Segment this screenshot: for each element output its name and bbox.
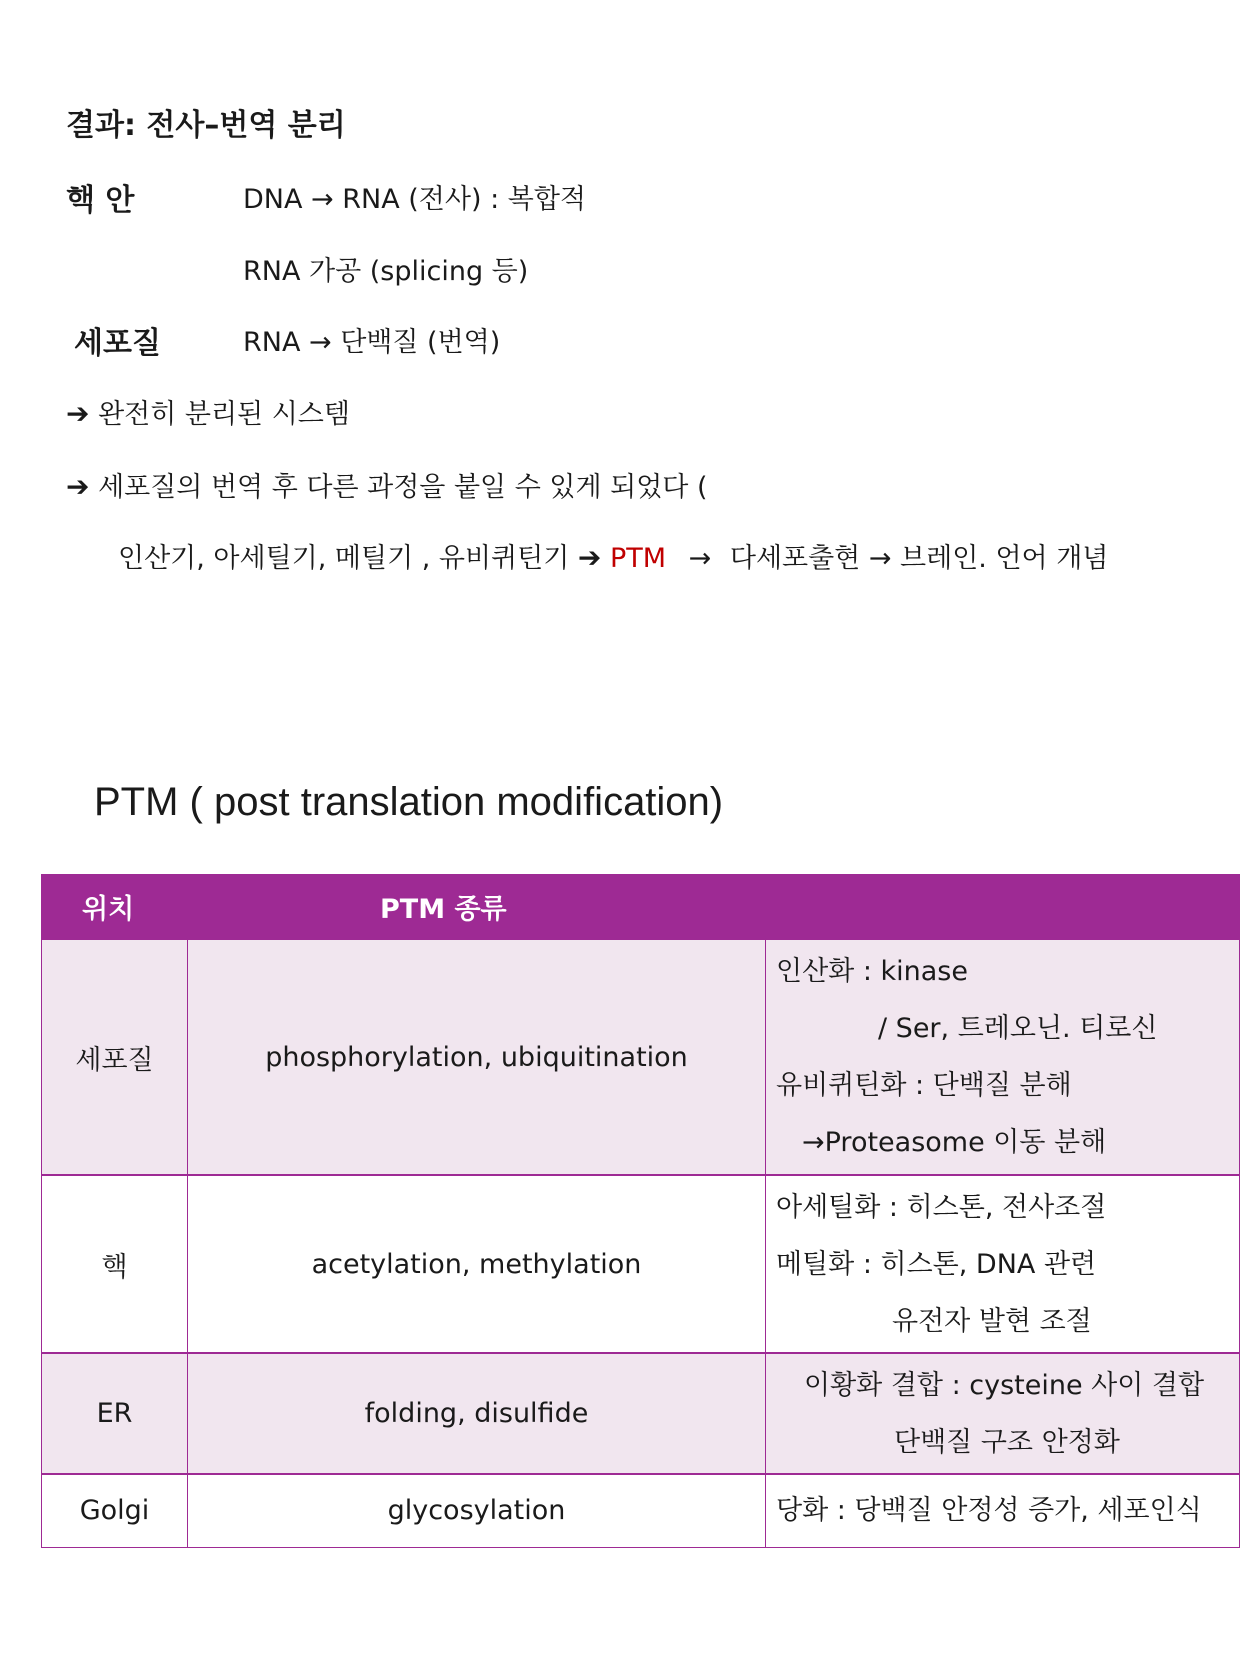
desc-line: 인산화 : kinase [776,956,968,987]
cell-location: 세포질 [42,939,188,1175]
cell-description [766,939,1240,1175]
arrow-icon: ➔ [66,470,90,503]
cell-description [766,1474,1240,1547]
bullet-2-text: 세포질의 번역 후 다른 과정을 붙일 수 있게 되었다 ( [98,472,708,503]
table-row [42,1474,1240,1547]
table-row [42,1353,1240,1474]
ptm-title: PTM ( post translation modification) [94,780,724,824]
evolution-text: 다세포출현 → 브레인. 언어 개념 [729,543,1109,574]
ptm-table [41,874,1240,1548]
desc-line: →Proteasome 이동 분해 [802,1127,1107,1158]
desc-line: / Ser, 트레오닌. 티로신 [878,1013,1158,1044]
row-text-transcription: DNA → RNA (전사) : 복합적 [243,184,586,215]
section-heading: 결과: 전사–번역 분리 [66,108,346,143]
bullet-2-continuation [118,536,1108,575]
cell-ptm-types: phosphorylation, ubiquitination [188,939,766,1175]
cell-location: 핵 [42,1175,188,1353]
desc-line: 메틸화 : 히스톤, DNA 관련 [776,1248,1097,1280]
desc-line: 유전자 발현 조절 [892,1305,1092,1337]
bullet-2 [66,465,707,504]
cell-description [766,1175,1240,1353]
ptm-highlight: PTM [609,543,667,574]
arrow-icon: ➔ [577,541,602,574]
desc-line: 당화 : 당백질 안정성 증가, 세포인식 [776,1495,1202,1527]
header-ptm-type: PTM 종류 [188,874,766,939]
header-location: 위치 [42,874,188,939]
cell-ptm-types: glycosylation [188,1474,766,1547]
bullet-1-text: 완전히 분리된 시스템 [98,399,350,430]
cell-location: ER [42,1353,188,1474]
arrow-icon: → [688,543,712,574]
desc-line: 유비퀴틴화 : 단백질 분해 [776,1070,1072,1101]
desc-line: 이황화 결합 : cysteine 사이 결합 [804,1369,1205,1401]
cell-ptm-types: folding, disulfide [188,1353,766,1474]
desc-line: 단백질 구조 안정화 [894,1426,1120,1458]
cell-location: Golgi [42,1474,188,1547]
table-row [42,1175,1240,1353]
row-label-cytoplasm: 세포질 [74,326,161,361]
row-text-splicing: RNA 가공 (splicing 등) [243,256,529,287]
cell-description [766,1353,1240,1474]
row-label-nucleus: 핵 안 [66,183,135,218]
table-row [42,939,1240,1175]
header-description [766,874,1240,939]
desc-line: 아세틸화 : 히스톤, 전사조절 [776,1191,1107,1223]
table-header-row [42,874,1240,939]
modification-groups: 인산기, 아세틸기, 메틸기 , 유비퀴틴기 [118,543,570,574]
arrow-icon: ➔ [66,397,90,430]
bullet-1 [66,392,350,431]
row-text-translation: RNA → 단백질 (번역) [243,327,501,358]
cell-ptm-types: acetylation, methylation [188,1175,766,1353]
